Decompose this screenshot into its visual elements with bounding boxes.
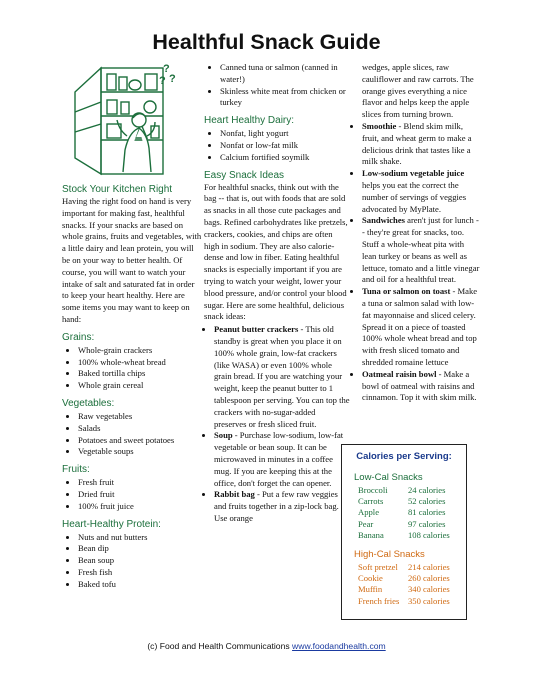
snack-calories: 350 calories [408,595,450,606]
list-item: • 100% whole-wheat bread [78,357,202,369]
idea-title: Smoothie [362,120,397,131]
grains-list [62,345,202,392]
list-item [214,324,350,430]
list-item: • Whole grain cereal [78,380,202,392]
list-item: • Nuts and nut butters [78,532,202,544]
snack-name: Cookie [358,573,383,584]
calories-box [341,444,467,620]
protein-heading: Heart-Healthy Protein: [62,518,161,530]
page-title: Healthful Snack Guide [152,30,381,54]
list-item: • Nonfat or low-fat milk [220,140,350,152]
idea-text: - Make a tuna or salmon salad with low-fat mayonnaise and sliced celery. Spread it on a piece of toasted 100% whole wheat bread and top with fresh sliced tomato and shredded romaine lettuce [362,286,478,367]
snack-name: Pear [358,518,374,529]
high-cal-heading: High-Cal Snacks [354,549,425,561]
list-item: • 100% fruit juice [78,501,202,513]
idea-title: Oatmeal raisin bowl [362,368,437,379]
kitchen-cupboard-illustration [67,62,179,180]
idea-text: aren't just for lunch -- they're great for snacks, too. Stuff a whole-wheat pita with lean turkey or beans as well as lettuce, tomato and a little vinegar and oil for a healthful treat. [362,215,480,285]
idea-text: - Make a bowl of oatmeal with raisins and cinnamon. Top it with skim milk. [362,368,477,403]
column-right [352,62,480,404]
fruits-list [62,477,202,512]
table-row [358,496,450,507]
list-item: • Baked tofu [78,579,202,591]
snack-calories: 260 calories [408,573,450,584]
list-item: • Whole-grain crackers [78,345,202,357]
dairy-list [204,128,350,163]
idea-text: - Purchase low-sodium, low-fat vegetable or bean soup. It can be microwaved in minutes in a coffee mug. If you are keeping this at the office, don't forget the can opener. [214,430,344,488]
protein-list [62,532,202,591]
vegetables-heading: Vegetables: [62,397,115,409]
low-cal-heading: Low-Cal Snacks [354,472,423,483]
snack-calories: 97 calories [408,518,446,529]
snack-ideas-list [204,324,350,525]
snack-name: Broccoli [358,485,388,495]
fruits-heading: Fruits: [62,464,90,476]
copyright-text: (c) Food and Health Communications [147,641,293,651]
list-item: • Skinless white meat from chicken or turkey [220,86,350,110]
grains-heading: Grains: [62,331,95,343]
idea-title: Soup [214,430,233,441]
idea-title: Sandwiches [362,215,405,226]
list-item: • Bean soup [78,555,202,567]
table-row [358,530,450,541]
snack-ideas-heading: Easy Snack Ideas [204,169,285,181]
idea-text: - This old standby is great when you place it on 100% whole grain, low-fat crackers (like WASA) or even 100% whole grain bread. If you are watching your weight, keep the peanut butter to 1 tablespoon per serving. You can top the crackers with no-sugar-added preserves or fresh sliced fruit. [214,324,350,429]
idea-text: helps you eat the correct the number of servings of veggies advocated by MyPlate. [362,179,467,214]
idea-title: Peanut butter crackers [214,324,299,335]
list-item: • Vegetable soups [78,446,202,458]
list-item [362,286,480,369]
table-row [358,596,450,607]
idea-title: Tuna or salmon on toast [362,286,451,297]
table-row [358,573,450,584]
stock-kitchen-text: Having the right food on hand is very important for making fast, healthful snacks. If your snacks are based on whole grains, fruits and vegetables, with a little dairy and lean protein, you will be on your way to better health. Of course, you will want to watch your intake of salt and saturated fat in order to keep your heart healthy. Here are some items you may want to keep on hand: [62,196,202,324]
snack-calories: 214 calories [408,562,450,573]
dairy-heading: Heart Healthy Dairy: [204,115,295,127]
rabbit-bag-continued: wedges, apple slices, raw cauliflower and raw carrots. The orange gives everything a nice flavor and helps keep the apple slices from turning brown. [362,62,474,120]
column-middle [204,62,350,525]
snack-calories: 340 calories [408,584,450,595]
svg-text:?: ? [169,73,176,85]
idea-text: - Put a few raw veggies and fruits together in a zip-lock bag. Use orange [214,489,339,523]
list-item: • Nonfat, light yogurt [220,128,350,140]
idea-title: Low-sodium vegetable juice [362,168,465,179]
list-item: • Fresh fruit [78,477,202,489]
list-item [362,168,480,215]
svg-text:?: ? [159,75,166,87]
snack-calories: 108 calories [408,529,450,540]
footer [0,641,533,651]
list-item: • Bean dip [78,543,202,555]
list-item [362,369,480,404]
table-row [358,562,450,573]
snack-name: Banana [358,529,384,540]
snack-name: French fries [358,595,400,606]
list-item: • Raw vegetables [78,411,202,423]
list-item: • Canned tuna or salmon (canned in water!) [220,62,350,86]
list-item: • Fresh fish [78,567,202,579]
idea-title: Rabbit bag [214,489,255,500]
list-item: • Baked tortilla chips [78,368,202,380]
snack-calories: 24 calories [408,485,446,495]
list-item: • Potatoes and sweet potatoes [78,435,202,447]
stock-kitchen-heading: Stock Your Kitchen Right [62,184,173,195]
list-item [214,489,350,524]
table-row [358,507,450,518]
list-item [362,215,480,286]
table-row [358,485,450,496]
protein-list-continued [204,62,350,109]
snack-calories: 52 calories [408,496,446,507]
snack-name: Soft pretzel [358,562,398,573]
idea-text: - Blend skim milk, fruit, and wheat germ to make a delicious drink that tastes like a milk shake. [362,120,472,167]
list-item [362,121,480,168]
snack-name: Muffin [358,584,383,595]
svg-text:?: ? [163,63,170,75]
column-left [62,184,202,591]
table-row [358,584,450,595]
table-row [358,519,450,530]
calories-box-title: Calories per Serving: [356,451,452,462]
list-item [214,430,350,489]
vegetables-list [62,411,202,458]
high-cal-table [358,562,450,607]
snack-ideas-text: For healthful snacks, think out with the bag -- that is, out with foods that are sold as snacks in all those cute packages and bags. Refined carbohydrates like pretzels, crackers, cookies, and chips are often high in sodium. They are also calorie-dense and low in fiber. Eating healthful snacks is especially important if you are trying to watch your weight, lower your blood pressure, and/or control your blood sugar. Here are some healthful, delicious snack ideas: [204,181,348,322]
snack-name: Carrots [358,496,384,507]
snack-name: Apple [358,507,380,518]
list-item: • Dried fruit [78,489,202,501]
snack-ideas-list-continued [352,121,480,404]
snack-calories: 81 calories [408,507,446,518]
list-item: • Salads [78,423,202,435]
list-item: • Calcium fortified soymilk [220,152,350,164]
website-link[interactable]: www.foodandhealth.com [292,641,386,651]
low-cal-table [358,485,450,541]
